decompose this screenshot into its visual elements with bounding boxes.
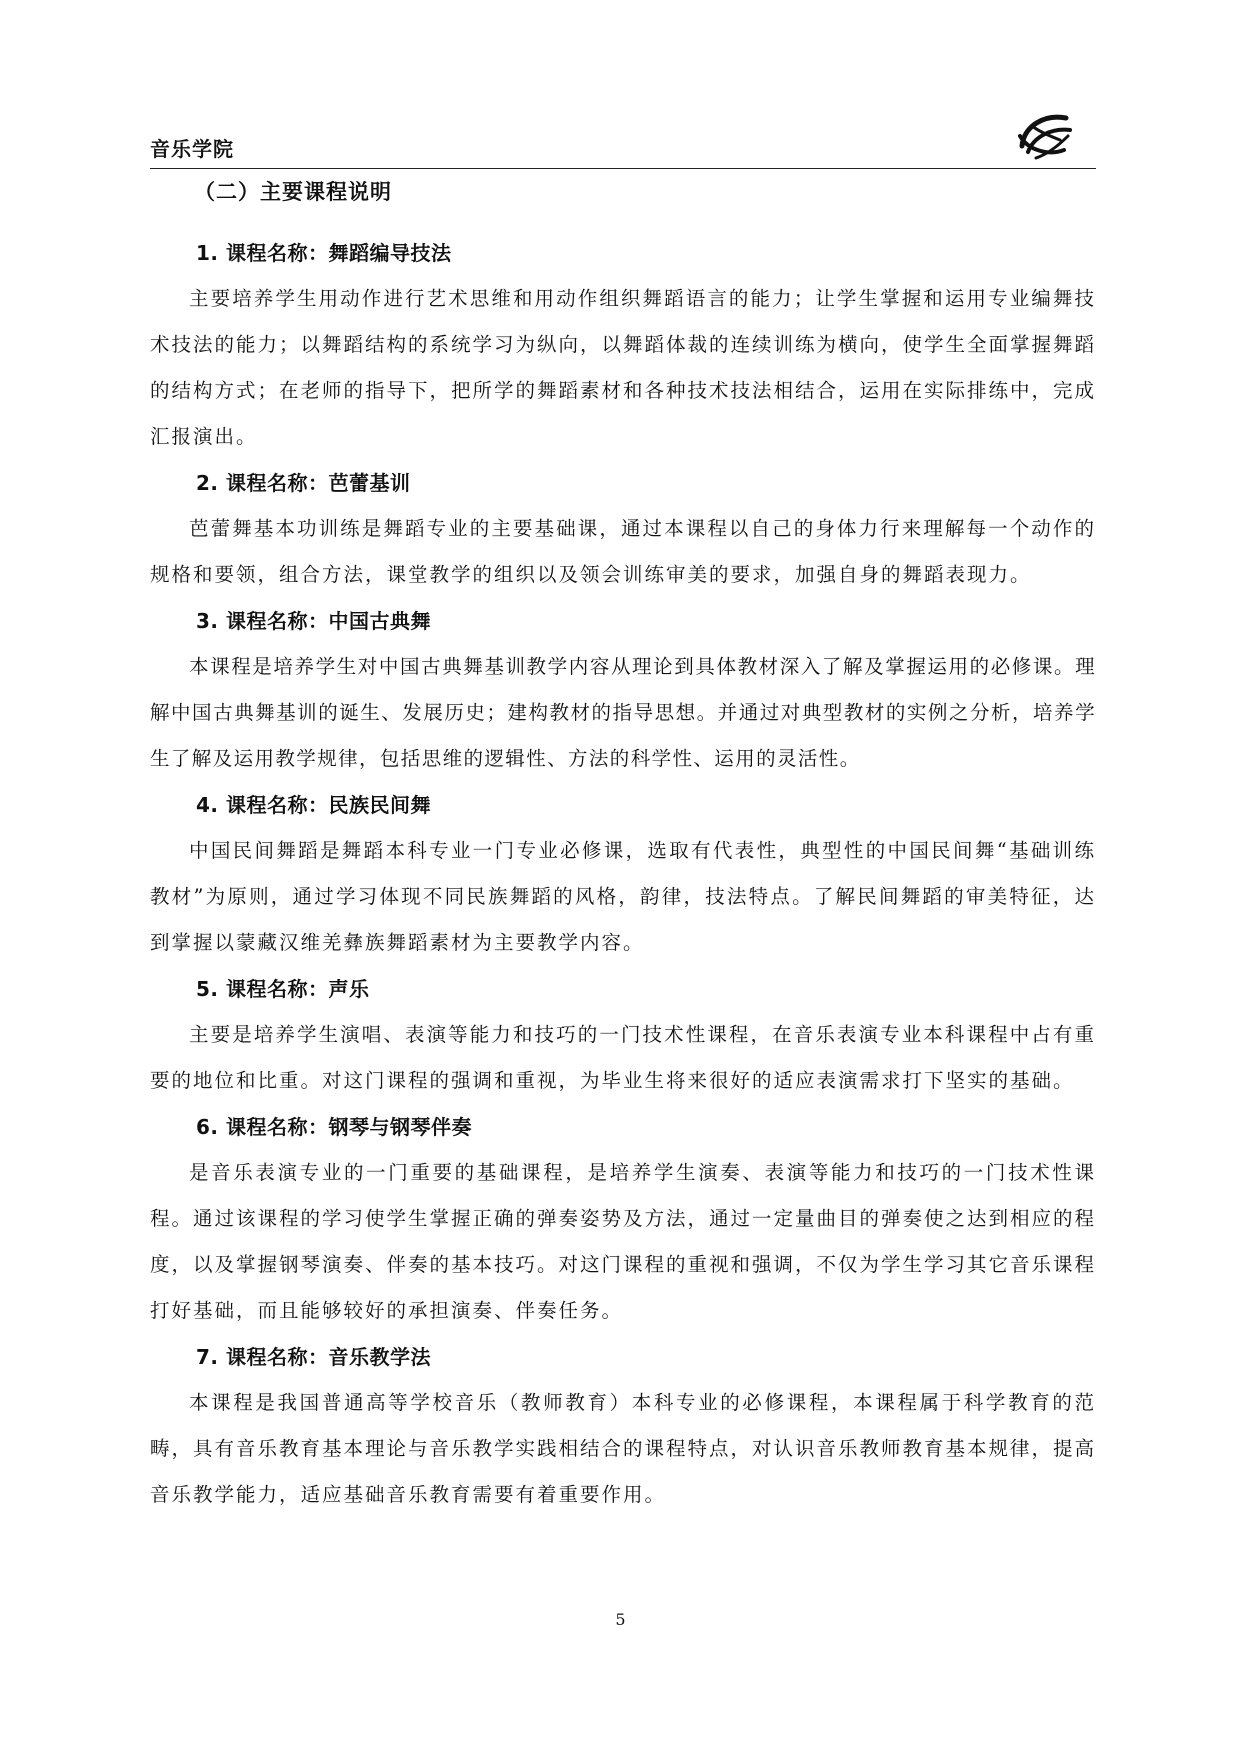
course-description: 主要是培养学生演唱、表演等能力和技巧的一门技术性课程，在音乐表演专业本科课程中占有重要的地位和比重。对这门课程的强调和重视，为毕业生将来很好的适应表演需求打下坚实的基础。 (150, 1023, 1096, 1092)
document-body (150, 172, 1096, 1518)
course-item (150, 598, 1096, 782)
course-description: 本课程是培养学生对中国古典舞基训教学内容从理论到具体教材深入了解及掌握运用的必修课。理解中国古典舞基训的诞生、发展历史；建构教材的指导思想。并通过对典型教材的实例之分析，培养学生了解及运用教学规律，包括思维的逻辑性、方法的科学性、运用的灵活性。 (150, 655, 1096, 770)
page-number: 5 (615, 1610, 626, 1629)
course-description: 芭蕾舞基本功训练是舞蹈专业的主要基础课，通过本课程以自己的身体力行来理解每一个动作的规格和要领，组合方法，课堂教学的组织以及领会训练审美的要求，加强自身的舞蹈表现力。 (150, 517, 1096, 586)
course-description: 中国民间舞蹈是舞蹈本科专业一门专业必修课，选取有代表性，典型性的中国民间舞“基础训练教材”为原则，通过学习体现不同民族舞蹈的风格，韵律，技法特点。了解民间舞蹈的审美特征，达到掌握以蒙藏汉维羌彝族舞蹈素材为主要教学内容。 (150, 839, 1096, 954)
course-heading: 5. 课程名称：声乐 (196, 977, 370, 1001)
course-item (150, 230, 1096, 460)
course-heading: 2. 课程名称：芭蕾基训 (196, 471, 411, 495)
course-item (150, 966, 1096, 1104)
course-item (150, 782, 1096, 966)
course-item (150, 1104, 1096, 1334)
header-title: 音乐学院 (150, 137, 234, 161)
course-item (150, 460, 1096, 598)
course-heading: 1. 课程名称：舞蹈编导技法 (196, 241, 452, 265)
course-description: 本课程是我国普通高等学校音乐（教师教育）本科专业的必修课程，本课程属于科学教育的范畴，具有音乐教育基本理论与音乐教学实践相结合的课程特点，对认识音乐教师教育基本规律，提高音乐教学能力，适应基础音乐教育需要有着重要作用。 (150, 1391, 1097, 1506)
course-description: 是音乐表演专业的一门重要的基础课程，是培养学生演奏、表演等能力和技巧的一门技术性课程。通过该课程的学习使学生掌握正确的弹奏姿势及方法，通过一定量曲目的弹奏使之达到相应的程度，以及掌握钢琴演奏、伴奏的基本技巧。对这门课程的重视和强调，不仅为学生学习其它音乐课程打好基础，而且能够较好的承担演奏、伴奏任务。 (150, 1161, 1097, 1322)
page-header (150, 100, 1096, 169)
section-title: （二）主要课程说明 (194, 180, 392, 204)
course-heading: 4. 课程名称：民族民间舞 (196, 793, 431, 817)
course-item (150, 1334, 1096, 1518)
course-heading: 7. 课程名称：音乐教学法 (196, 1345, 431, 1369)
course-heading: 6. 课程名称：钢琴与钢琴伴奏 (196, 1115, 472, 1139)
course-description: 主要培养学生用动作进行艺术思维和用动作组织舞蹈语言的能力；让学生掌握和运用专业编舞技术技法的能力；以舞蹈结构的系统学习为纵向，以舞蹈体裁的连续训练为横向，使学生全面掌握舞蹈的结构方式；在老师的指导下，把所学的舞蹈素材和各种技术技法相结合，运用在实际排练中，完成汇报演出。 (150, 287, 1097, 448)
college-logo-icon (1014, 106, 1076, 164)
course-heading: 3. 课程名称：中国古典舞 (196, 609, 431, 633)
